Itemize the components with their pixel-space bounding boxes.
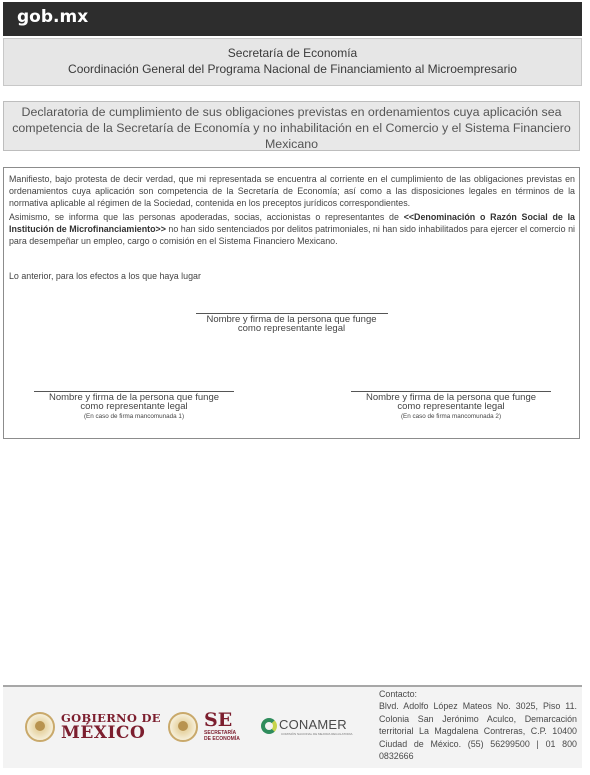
se-logo-mark: SE <box>204 709 233 731</box>
signature-caption: Nombre y firma de la persona que funge <box>365 392 537 403</box>
se-logo-line3: DE ECONOMÍA <box>204 736 240 742</box>
signature-caption-role: como representante legal <box>237 323 346 334</box>
signature-caption-role: como representante legal <box>397 401 505 412</box>
signature-block-joint-2 <box>346 391 556 422</box>
paragraph-2-text-b: no han sido sentenciados por delitos patrimoniales, ni han sido inhabilitados para ejercer el comercio ni para desempeñar un empleo, cargo o comisión en el Sistema Financiero Mexicano. <box>9 224 575 246</box>
gobierno-de-mexico-logo <box>61 712 161 742</box>
declaration-box <box>3 167 580 439</box>
gob-mx-logo[interactable]: gob.mx <box>17 7 89 27</box>
gobierno-logo-line1: GOBIERNO DE <box>61 711 161 725</box>
signature-note: (En caso de firma mancomunada 2) <box>400 413 502 420</box>
conamer-logo-subtext: COMISIÓN NACIONAL DE MEJORA REGULATORIA <box>281 732 353 736</box>
footer <box>3 685 582 768</box>
national-seal-icon <box>25 712 55 742</box>
se-logo-line2: SECRETARÍA <box>204 730 237 736</box>
declaration-paragraph-2 <box>9 211 575 247</box>
header-box <box>3 38 582 86</box>
signature-caption: Nombre y firma de la persona que funge <box>206 314 377 325</box>
conamer-ring-icon <box>261 718 277 734</box>
signature-block-joint-1 <box>29 391 239 422</box>
gobierno-logo-line2: MÉXICO <box>61 723 146 743</box>
paragraph-2-text-a: Asimismo, se informa que las personas apoderadas, socias, accionistas o representantes de <box>9 212 404 222</box>
signature-note: (En caso de firma mancomunada 1) <box>83 413 185 420</box>
declaration-paragraph-1: Manifiesto, bajo protesta de decir verdad, que mi representada se encuentra al corriente en el cumplimiento de las obligaciones previstas en ordenamientos cuya aplicación son competencia de la Secretaría de Economía; así como a las disposiciones legales en términos de la normativa aplicable al régimen de la Sociedad, contenida en los preceptos jurídicos correspondientes. <box>9 174 575 208</box>
declaration-paragraph-3: Lo anterior, para los efectos a los que haya lugar <box>9 271 201 281</box>
header-ministry: Secretaría de Economía <box>227 46 358 60</box>
contact-label: Contacto: <box>379 689 417 699</box>
header-program: Coordinación General del Programa Nacional de Financiamiento al Microempresario <box>68 62 517 76</box>
institution-placeholder: <<Denominación o Razón Social de la Institución de Microfinanciamiento>> <box>9 212 575 234</box>
top-bar <box>3 2 582 36</box>
signature-caption: Nombre y firma de la persona que funge <box>48 392 220 403</box>
national-seal-icon <box>168 712 198 742</box>
signature-block-main <box>194 313 389 333</box>
document-title: Declaratoria de cumplimiento de sus obligaciones previstas en ordenamientos cuya aplicación sea competencia de la Secretaría de Economía y no inhabilitación en el Comercio y el Sistema Financiero Mexicano <box>3 101 580 151</box>
contact-address: Blvd. Adolfo López Mateos No. 3025, Piso 11. Colonia San Jerónimo Aculco, Demarcación territorial La Magdalena Contreras, C.P. 10400 Ciudad de México. (55) 56299500 | 01 800 0832666 <box>379 701 577 762</box>
contact-info <box>379 688 577 762</box>
signature-caption-role: como representante legal <box>80 401 188 412</box>
conamer-logo-text: CONAMER <box>279 717 347 732</box>
secretaria-economia-logo <box>204 711 240 742</box>
